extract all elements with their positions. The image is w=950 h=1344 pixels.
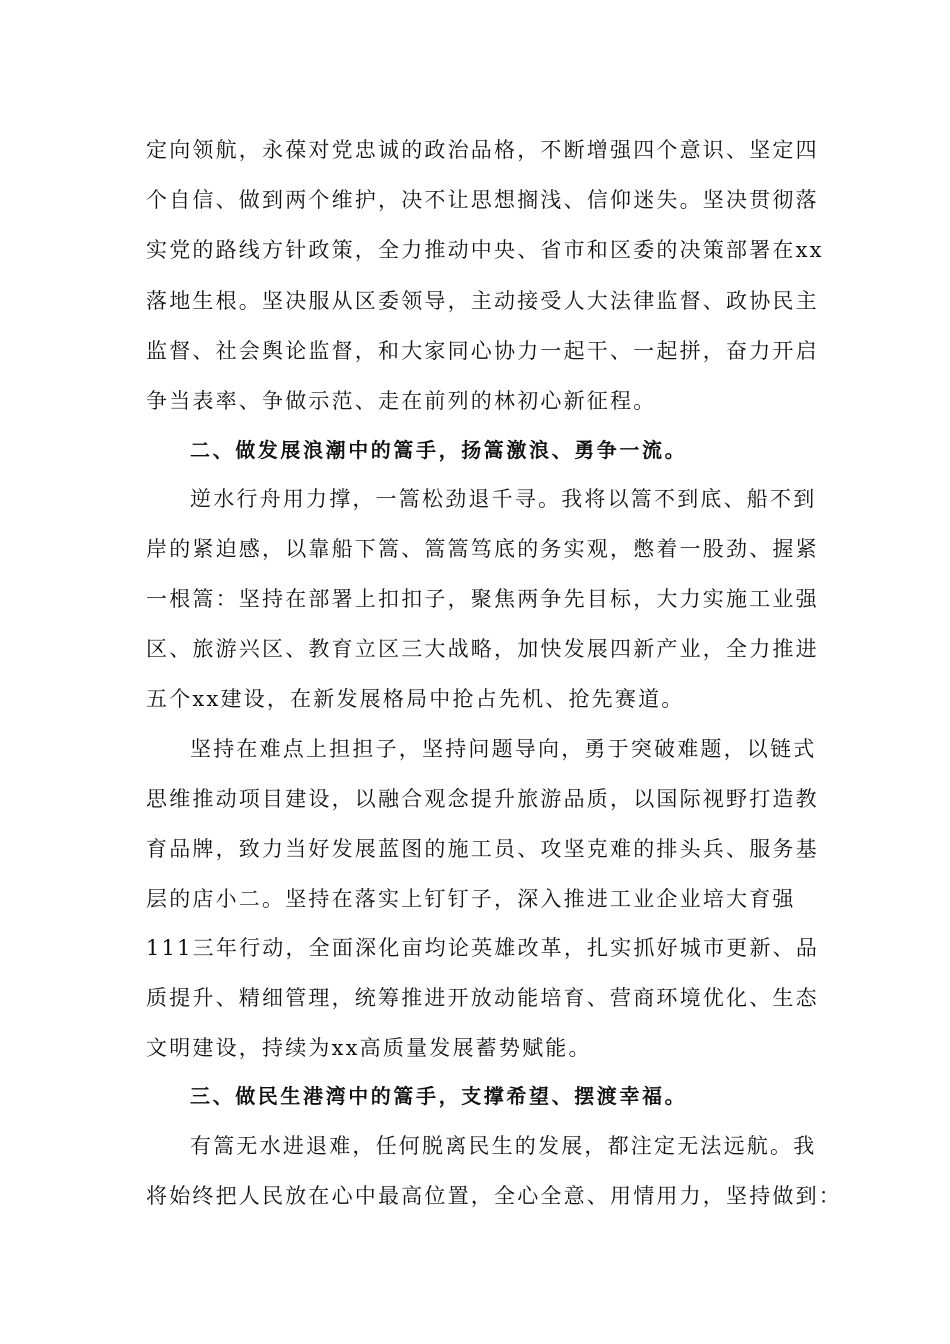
text-line: 五个xx建设，在新发展格局中抢占先机、抢先赛道。	[146, 687, 685, 711]
text-line: 监督、社会舆论监督，和大家同心协力一起干、一起拼，奋力开启	[146, 339, 819, 363]
text-line: 质提升、精细管理，统筹推进开放动能培育、营商环境优化、生态	[146, 986, 819, 1010]
text-line: 争当表率、争做示范、走在前列的林初心新征程。	[146, 389, 657, 413]
text-line: 思维推动项目建设，以融合观念提升旅游品质，以国际视野打造教	[146, 787, 819, 811]
text-line: 实党的路线方针政策，全力推动中央、省市和区委的决策部署在xx	[146, 238, 824, 262]
text-line: 落地生根。坚决服从区委领导，主动接受人大法律监督、政协民主	[146, 289, 819, 313]
text-line: 岸的紧迫感，以靠船下篙、篙篙笃底的务实观，憋着一股劲、握紧	[146, 537, 819, 561]
text-line: 逆水行舟用力撑，一篙松劲退千寻。我将以篙不到底、船不到	[190, 487, 817, 511]
section-heading: 三、做民生港湾中的篙手，支撑希望、摆渡幸福。	[190, 1084, 688, 1108]
text-line: 区、旅游兴区、教育立区三大战略，加快发展四新产业，全力推进	[146, 637, 819, 661]
text-line: 个自信、做到两个维护，决不让思想搁浅、信仰迷失。坚决贯彻落	[146, 188, 819, 212]
text-line: 有篙无水进退难，任何脱离民生的发展，都注定无法远航。我	[190, 1134, 817, 1158]
text-line: 将始终把人民放在心中最高位置，全心全意、用情用力，坚持做到：	[146, 1184, 842, 1208]
section-heading: 二、做发展浪潮中的篙手，扬篙激浪、勇争一流。	[190, 438, 688, 462]
text-line: 坚持在难点上担担子，坚持问题导向，勇于突破难题，以链式	[190, 737, 817, 761]
text-line: 层的店小二。坚持在落实上钉钉子，深入推进工业企业培大育强	[146, 887, 796, 911]
text-line: 一根篙：坚持在部署上扣扣子，聚焦两争先目标，大力实施工业强	[146, 587, 819, 611]
text-line: 111三年行动，全面深化亩均论英雄改革，扎实抓好城市更新、品	[146, 936, 820, 960]
text-line: 文明建设，持续为xx高质量发展蓄势赋能。	[146, 1036, 592, 1060]
text-line: 定向领航，永葆对党忠诚的政治品格，不断增强四个意识、坚定四	[146, 138, 819, 162]
text-line: 育品牌，致力当好发展蓝图的施工员、攻坚克难的排头兵、服务基	[146, 837, 819, 861]
